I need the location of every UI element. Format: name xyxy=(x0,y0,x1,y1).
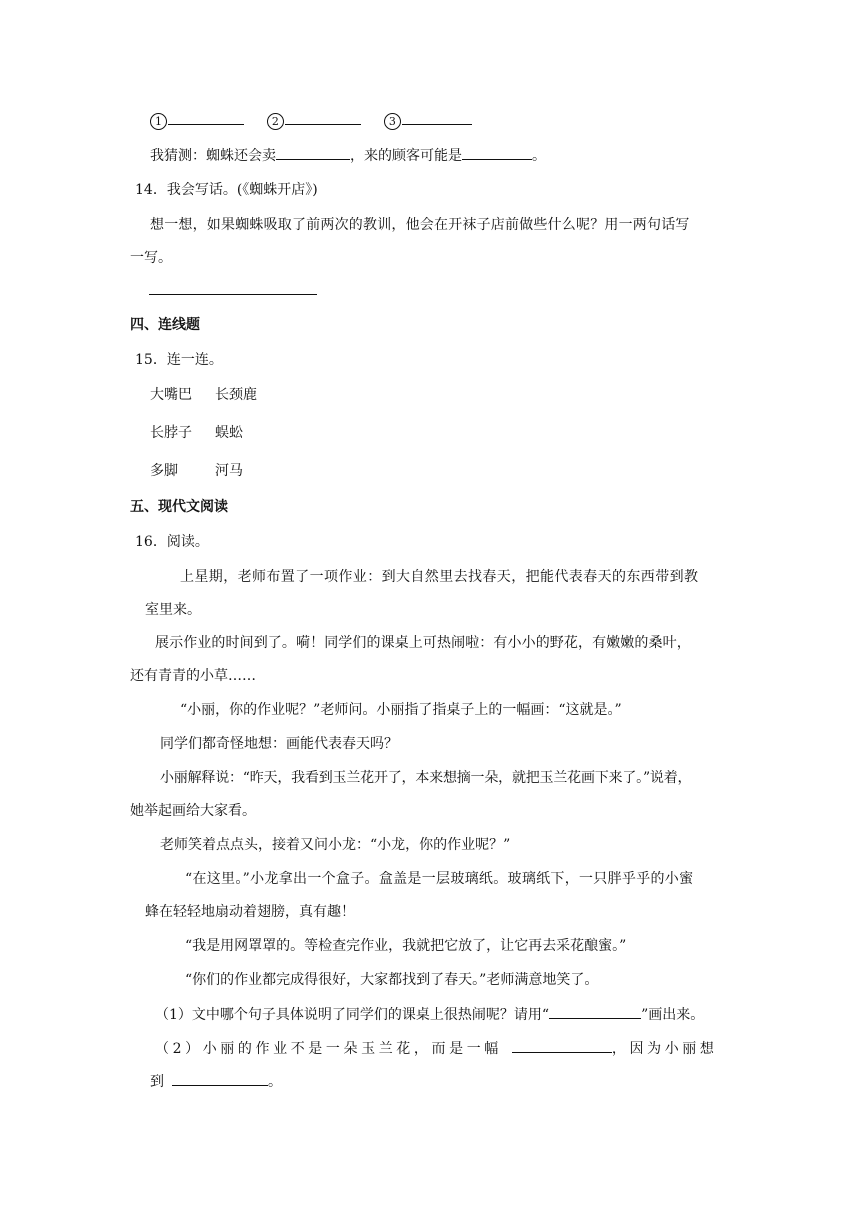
match-left-item[interactable]: 大嘴巴 xyxy=(150,387,192,403)
passage-paragraph: “我是用网罩罩的。等检查完作业，我就把它放了，让它再去采花酿蜜。” xyxy=(185,938,627,954)
passage-paragraph: 老师笑着点点头，接着又问小龙：“小龙，你的作业呢？” xyxy=(160,837,511,853)
sub-question-2: （2）小丽的作业不是一朵玉兰花，而是一幅 ，因为小丽想 xyxy=(155,1038,718,1059)
answer-blank[interactable] xyxy=(172,1071,268,1086)
passage-paragraph-cont: 蜂在轻轻地扇动着翅膀，真有趣！ xyxy=(145,904,355,920)
section-5-heading: 五、现代文阅读 xyxy=(130,499,228,515)
match-right-item[interactable]: 河马 xyxy=(215,463,243,479)
match-left-item[interactable]: 长脖子 xyxy=(150,425,192,441)
passage-paragraph: “小丽，你的作业呢？”老师问。小丽指了指桌子上的一幅画：“这就是。” xyxy=(180,702,622,718)
guess-line: 我猜测：蜘蛛还会卖 ，来的顾客可能是 。 xyxy=(150,145,546,166)
match-right-item[interactable]: 蜈蚣 xyxy=(215,425,243,441)
passage-paragraph: 展示作业的时间到了。嗬！同学们的课桌上可热闹啦：有小小的野花，有嫩嫩的桑叶， xyxy=(155,635,691,651)
answer-blanks-row xyxy=(150,110,472,131)
answer-blank[interactable] xyxy=(512,1038,612,1053)
match-right-item[interactable]: 长颈鹿 xyxy=(215,387,257,403)
section-4-heading: 四、连线题 xyxy=(130,317,200,333)
answer-blank[interactable] xyxy=(402,110,472,125)
answer-blank[interactable] xyxy=(285,110,361,125)
question-14-prompt-cont: 一写。 xyxy=(130,250,172,266)
answer-blank[interactable] xyxy=(168,110,244,125)
answer-blank[interactable] xyxy=(549,1004,641,1019)
writing-line[interactable] xyxy=(149,294,317,295)
question-16-title: 16．阅读。 xyxy=(135,534,209,550)
answer-blank[interactable] xyxy=(276,145,350,160)
passage-paragraph: 小丽解释说：“昨天，我看到玉兰花开了，本来想摘一朵，就把玉兰花画下来了。”说着， xyxy=(160,770,692,786)
passage-paragraph-cont: 还有青青的小草…… xyxy=(130,668,256,684)
passage-paragraph-cont: 室里来。 xyxy=(145,602,201,618)
passage-paragraph: 上星期，老师布置了一项作业：到大自然里去找春天，把能代表春天的东西带到教 xyxy=(180,569,699,585)
sub-question-1: （1）文中哪个句子具体说明了同学们的课桌上很热闹呢？请用“ ”画出来。 xyxy=(155,1004,704,1025)
sub-question-2-cont: 到 。 xyxy=(150,1071,282,1092)
question-14-title: 14．我会写话。(《蜘蛛开店》) xyxy=(135,182,318,198)
passage-paragraph: “你们的作业都完成得很好，大家都找到了春天。”老师满意地笑了。 xyxy=(185,972,599,988)
circled-number: 2 xyxy=(267,113,284,130)
circled-number: 3 xyxy=(384,113,401,130)
question-14-prompt: 想一想，如果蜘蛛吸取了前两次的教训，他会在开袜子店前做些什么呢？用一两句话写 xyxy=(150,217,690,233)
match-left-item[interactable]: 多脚 xyxy=(150,463,178,479)
question-15-title: 15．连一连。 xyxy=(135,352,223,368)
passage-paragraph: 同学们都奇怪地想：画能代表春天吗？ xyxy=(160,736,398,752)
passage-paragraph: “在这里。”小龙拿出一个盒子。盒盖是一层玻璃纸。玻璃纸下，一只胖乎乎的小蜜 xyxy=(185,871,694,887)
passage-paragraph-cont: 她举起画给大家看。 xyxy=(130,803,256,819)
circled-number: 1 xyxy=(150,113,167,130)
answer-blank[interactable] xyxy=(462,145,532,160)
